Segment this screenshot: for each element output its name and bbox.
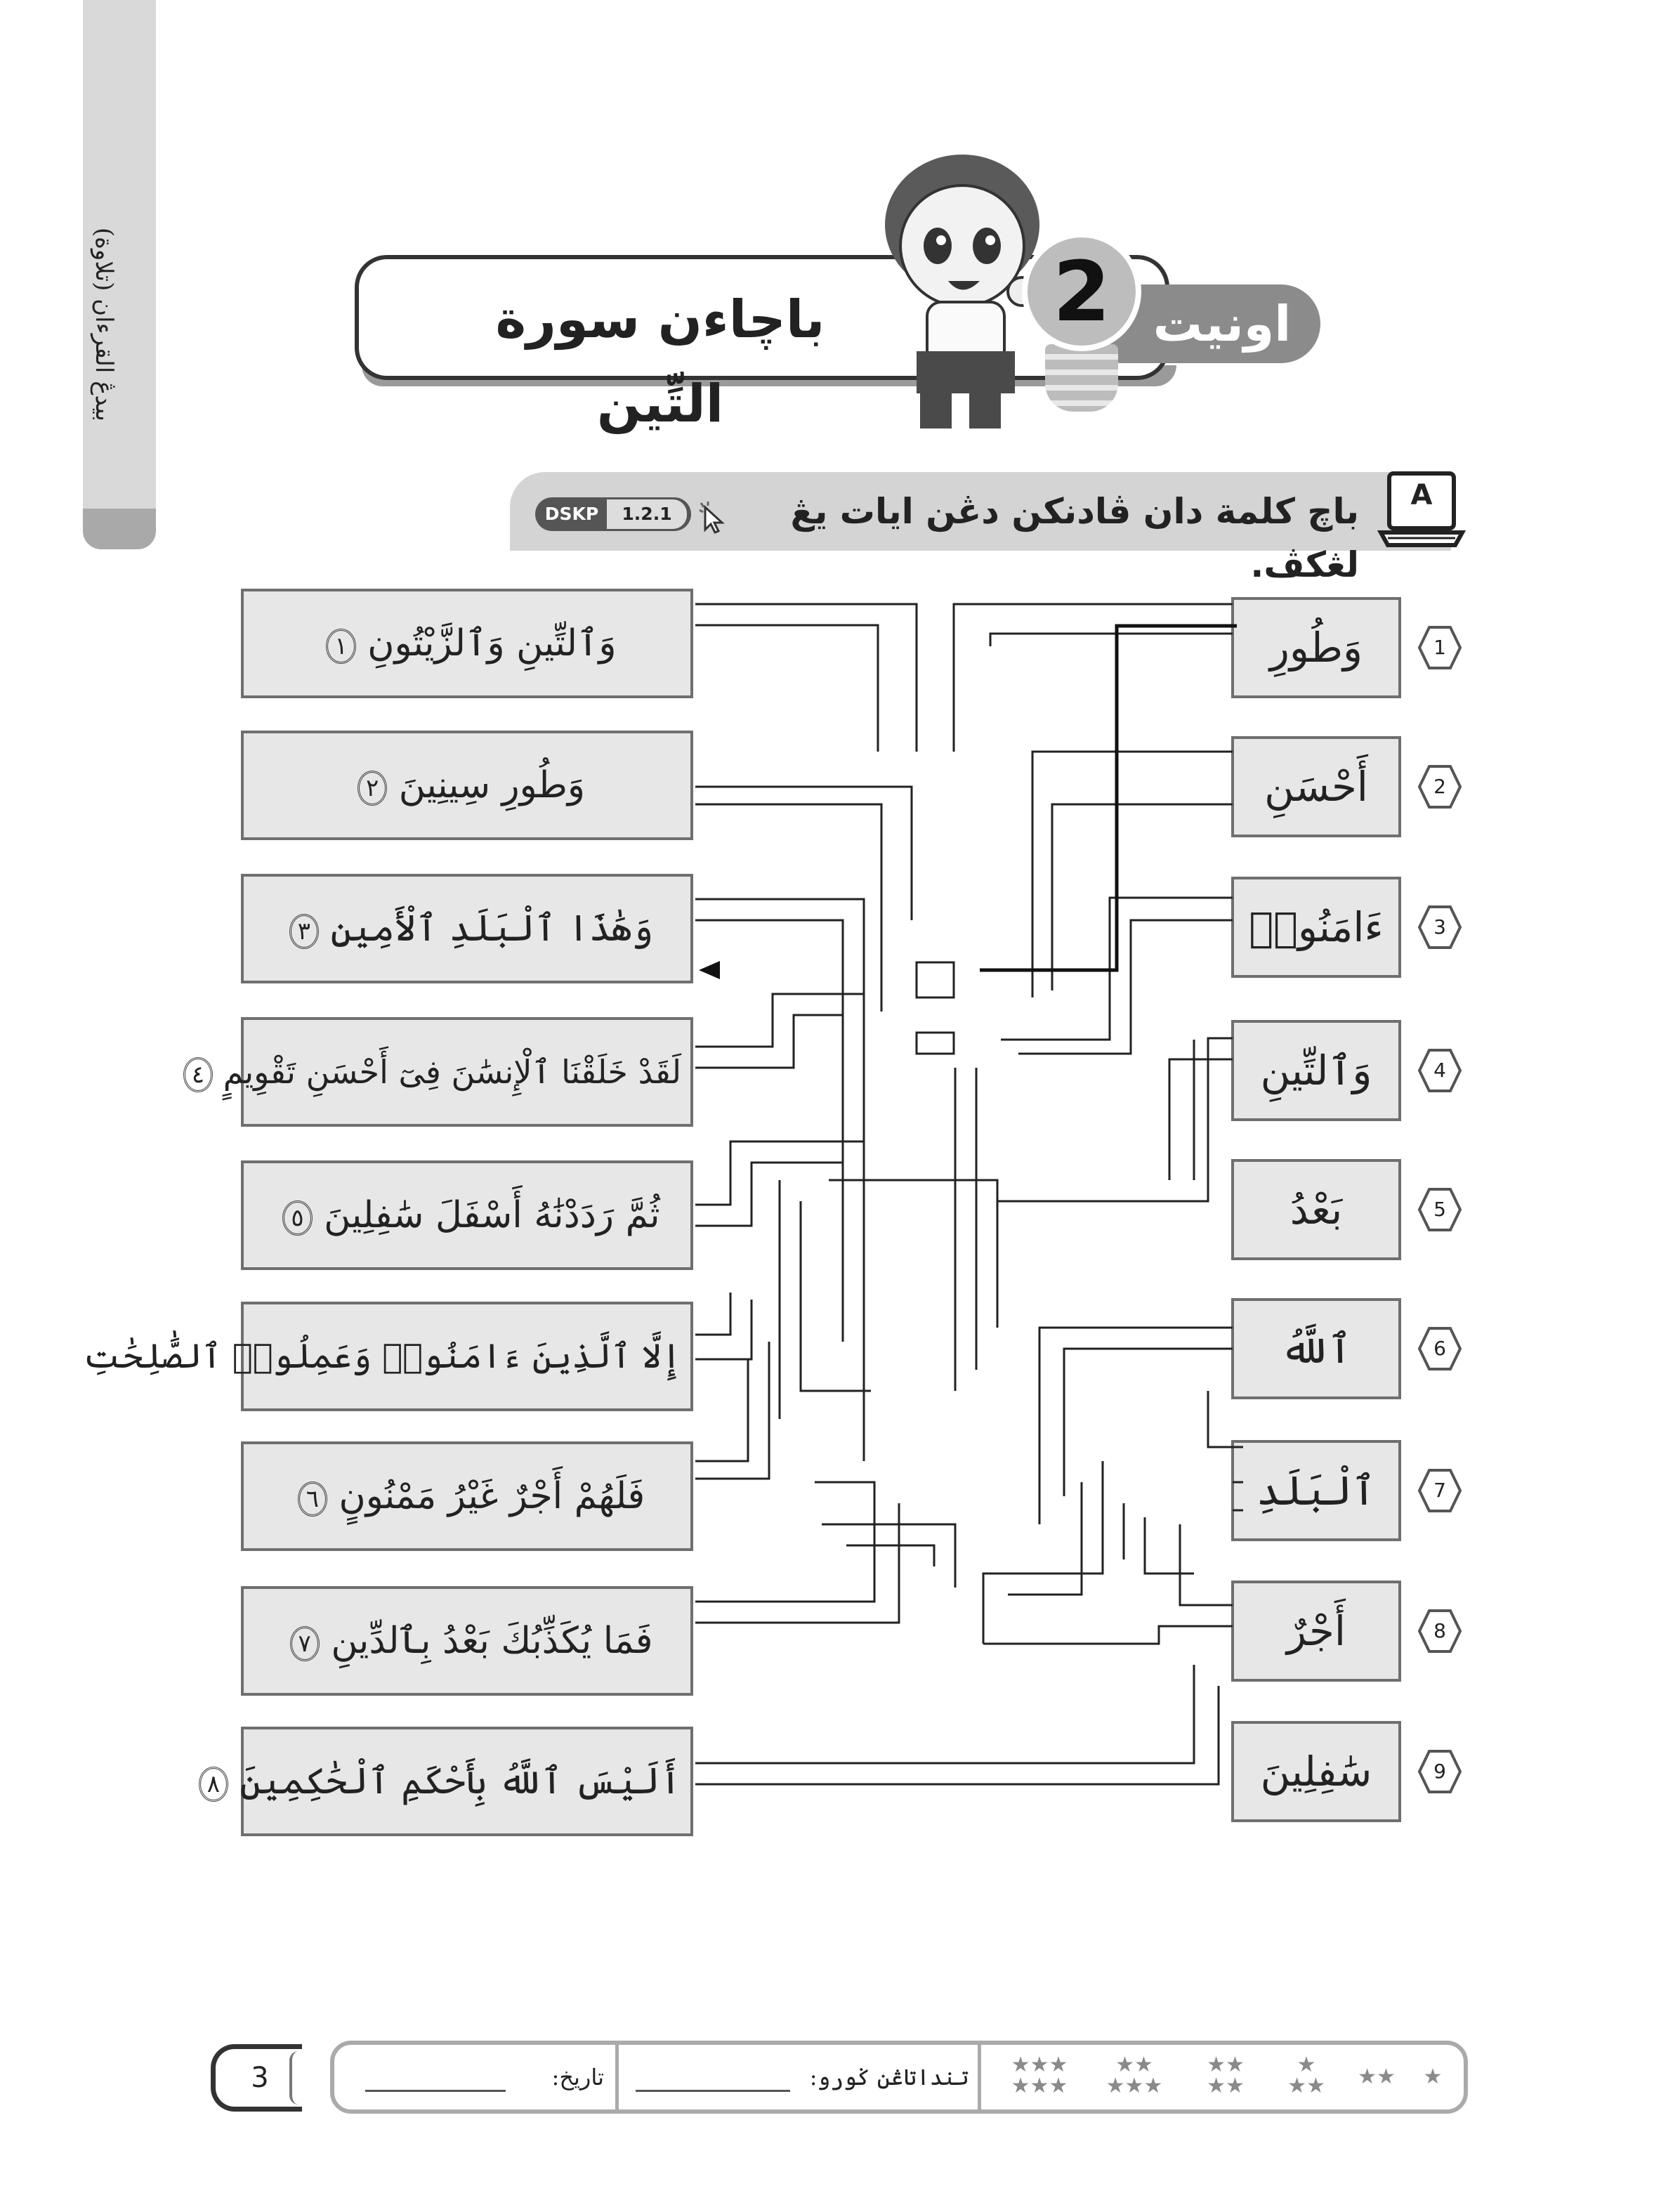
ayah-number: ٣	[289, 914, 319, 949]
row-number: 4	[1433, 1059, 1446, 1082]
dskp-code: 1.2.1	[607, 499, 687, 529]
date-label: تاريخ:	[551, 2064, 604, 2091]
section-letter: A	[1410, 479, 1433, 511]
verse-text[interactable]: فَلَهُمْ أَجْرٌ غَيْرُ مَمْنُونٍ ٦	[253, 1441, 681, 1551]
row-number: 8	[1433, 1619, 1446, 1642]
word-text[interactable]: وَٱلتِّينِ	[1260, 1047, 1372, 1094]
star-rating-3[interactable]: ★ ★★	[1287, 2053, 1325, 2098]
row-number: 1	[1433, 636, 1446, 659]
ayah-number: ٢	[357, 771, 387, 806]
word-text[interactable]: بَعْدُ	[1289, 1186, 1343, 1234]
row-number: 2	[1433, 775, 1446, 798]
unit-number: 2	[1052, 243, 1111, 340]
ayah-number: ٧	[290, 1626, 320, 1661]
verse-text[interactable]: أَلَيْسَ ٱللَّهُ بِأَحْكَمِ ٱلْحَٰكِمِينَ ٨	[253, 1727, 681, 1836]
signature-label: تنداتاڠن ݢورو:	[809, 2064, 969, 2091]
row-number: 3	[1433, 915, 1446, 938]
unit-title: باچاءن سورة التِّين	[495, 289, 825, 434]
word-text[interactable]: ٱللَّهُ	[1280, 1325, 1352, 1373]
row-number: 7	[1433, 1479, 1446, 1502]
star-rating-6[interactable]: ★★★ ★★★	[1011, 2053, 1068, 2098]
star-rating-2[interactable]: ★★	[1358, 2065, 1396, 2089]
ayah-number: ١	[326, 629, 355, 664]
verse-text[interactable]: ثُمَّ رَدَدْنَٰهُ أَسْفَلَ سَٰفِلِينَ ٥	[253, 1160, 681, 1270]
word-text[interactable]: أَجْرٌ	[1287, 1607, 1346, 1655]
dskp-label: DSKP	[544, 504, 599, 524]
matching-maze	[688, 590, 1243, 1840]
cursor-click-icon	[695, 500, 729, 535]
word-text[interactable]: وَطُورِ	[1269, 624, 1363, 672]
star-rating-1[interactable]: ★	[1423, 2065, 1443, 2089]
row-number: 5	[1433, 1198, 1446, 1221]
verse-text[interactable]: وَهَٰذَا ٱلْبَلَدِ ٱلْأَمِينِ ٣	[253, 874, 681, 983]
ayah-number: ٥	[282, 1200, 312, 1236]
verse-text[interactable]: وَٱلتِّينِ وَٱلزَّيْتُونِ ١	[253, 589, 681, 698]
verse-text[interactable]: فَمَا يُكَذِّبُكَ بَعْدُ بِٱلدِّينِ ٧	[253, 1586, 681, 1696]
instruction-text: باچ كلمة دان ڤادنكن دڠن ايات يڠ لڠكڤ.	[790, 491, 1359, 585]
footer-divider	[615, 2045, 619, 2109]
verse-text[interactable]: لَقَدْ خَلَقْنَا ٱلْإِنسَٰنَ فِىٓ أَحْسَنِ تَقْوِيمٍ ٤	[253, 1017, 681, 1127]
verse-text[interactable]: إِلَّا ٱلَّذِينَ ءَامَنُوا۟ وَعَمِلُوا۟ ٱلصَّٰلِحَٰتِ	[83, 1337, 681, 1376]
word-text[interactable]: سَٰفِلِينَ	[1260, 1748, 1372, 1795]
row-number: 9	[1433, 1760, 1446, 1783]
signature-input-line[interactable]	[636, 2090, 790, 2092]
side-tab-label: بيدڠ القرءان (تلاوة)	[90, 227, 118, 421]
page-number: 3	[251, 2062, 269, 2094]
ayah-number: ٦	[298, 1481, 327, 1517]
page-curl	[289, 2051, 308, 2105]
word-text[interactable]: أَحْسَنِ	[1264, 763, 1368, 811]
footer-divider	[978, 2045, 981, 2109]
verse-text[interactable]: وَطُورِ سِينِينَ ٢	[253, 731, 681, 840]
word-text[interactable]: ءَامَنُوا۟	[1249, 903, 1384, 951]
ayah-number: ٨	[199, 1767, 228, 1802]
date-input-line[interactable]	[365, 2090, 506, 2092]
row-number: 6	[1433, 1337, 1446, 1360]
bulb-base	[1045, 344, 1118, 412]
unit-label: اونيت	[1153, 295, 1292, 353]
word-text[interactable]: ٱلْبَلَدِ	[1256, 1467, 1376, 1514]
ayah-number: ٤	[183, 1057, 213, 1092]
star-rating-5[interactable]: ★★ ★★★	[1105, 2053, 1163, 2098]
star-rating-4[interactable]: ★★ ★★	[1207, 2053, 1245, 2098]
